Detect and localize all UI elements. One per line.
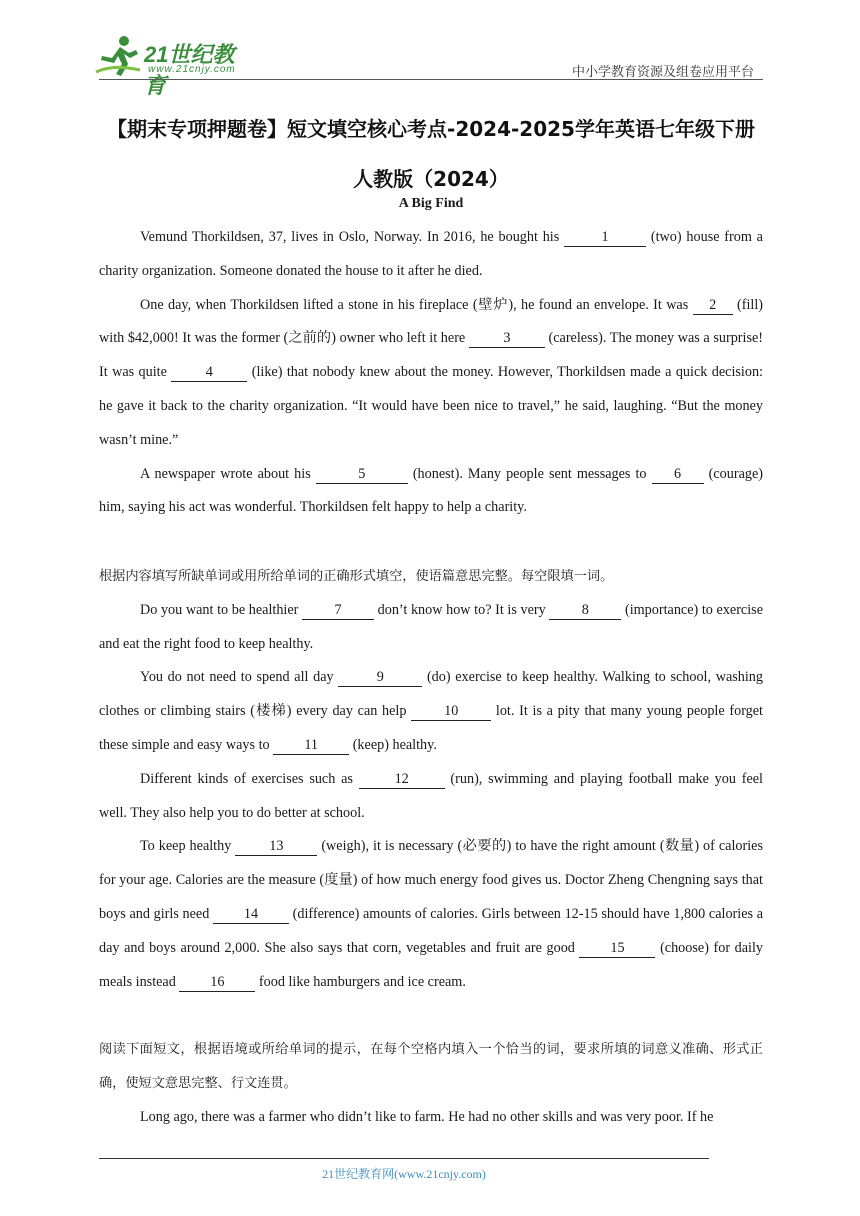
site-logo: [94, 34, 254, 98]
blank-15[interactable]: 15: [579, 939, 655, 958]
paragraph: Long ago, there was a farmer who didn’t like to farm. He had no other skills and was very poor. If he: [140, 1108, 714, 1125]
platform-name: 中小学教育资源及组卷应用平台: [571, 65, 754, 80]
passage-heading: A Big Find: [398, 196, 464, 211]
page-header: [0, 0, 860, 98]
header-divider: [99, 79, 763, 80]
blank-1[interactable]: 1: [564, 228, 646, 247]
passage-two: [99, 560, 763, 999]
blank-8[interactable]: 8: [549, 601, 621, 620]
paragraph: One day, when Thorkildsen lifted a stone in his fireplace (壁炉), he found an envelope. It was 2 (fill) with $42,000! It was the former (之前的) owner who left it here 3 (careless). The money was a surprise! It was quite 4 (like) that nobody knew about the money. However, Thorkildsen made a quick decision: he gave it back to the charity organization. “It would have been nice to travel,” he said, laughing. “But the money wasn’t mine.”: [99, 296, 764, 448]
blank-4[interactable]: 4: [171, 363, 247, 382]
logo-text: 21世纪教育: [144, 42, 235, 98]
blank-14[interactable]: 14: [213, 905, 289, 924]
passage-three: [99, 1033, 763, 1134]
paragraph: To keep healthy 13 (weigh), it is necessary (必要的) to have the right amount (数量) of calories for your age. Calories are the measure (度量) of how much energy food gives us. Doctor Zheng Chengning says that boys and girls need 14 (difference) amounts of calories. Girls between 12-15 should have 1,800 calories a day and boys around 2,000. She also says that corn, vegetables and fruit are good 15 (choose) for daily meals instead 16 food like hamburgers and ice cream.: [99, 838, 763, 990]
paragraph: You do not need to spend all day 9 (do) exercise to keep healthy. Walking to school, washing clothes or climbing stairs (楼梯) every day can help 10 lot. It is a pity that many young people forget these simple and easy ways to 11 (keep) healthy.: [99, 669, 763, 753]
blank-13[interactable]: 13: [235, 837, 317, 856]
logo-url: www.21cnjy.com: [148, 64, 236, 75]
document-title: 【期末专项押题卷】短文填空核心考点-2024-2025学年英语七年级下册人教版（2024）: [107, 117, 755, 191]
blank-10[interactable]: 10: [411, 702, 491, 721]
paragraph: A newspaper wrote about his 5 (honest). Many people sent messages to 6 (courage) him, saying his act was wonderful. Thorkildsen felt happy to help a charity.: [99, 465, 763, 516]
blank-12[interactable]: 12: [359, 770, 445, 789]
runner-logo-icon: [94, 34, 142, 78]
blank-2[interactable]: 2: [693, 296, 733, 315]
blank-5[interactable]: 5: [316, 465, 408, 484]
blank-9[interactable]: 9: [338, 668, 422, 687]
paragraph: Do you want to be healthier 7 don’t know how to? It is very 8 (importance) to exercise and eat the right food to keep healthy.: [99, 601, 763, 652]
blank-3[interactable]: 3: [469, 329, 545, 348]
blank-7[interactable]: 7: [302, 601, 374, 620]
blank-6[interactable]: 6: [652, 465, 704, 484]
blank-11[interactable]: 11: [273, 736, 349, 755]
passage-one: [99, 221, 763, 525]
footer-divider: [99, 1158, 709, 1159]
paragraph: Vemund Thorkildsen, 37, lives in Oslo, Norway. In 2016, he bought his 1 (two) house from a charity organization. Someone donated the house to it after he died.: [99, 229, 763, 279]
footer-link[interactable]: 21世纪教育网(www.21cnjy.com): [322, 1167, 486, 1181]
paragraph: Different kinds of exercises such as 12 (run), swimming and playing football make you feel well. They also help you to do better at school.: [99, 770, 763, 821]
blank-16[interactable]: 16: [179, 973, 255, 992]
instruction-text: 根据内容填写所缺单词或用所给单词的正确形式填空，使语篇意思完整。每空限填一词。: [99, 569, 614, 584]
instruction-text: 阅读下面短文，根据语境或所给单词的提示，在每个空格内填入一个恰当的词，要求所填的词意义准确、形式正确，使短文意思完整、行文连贯。: [99, 1042, 763, 1091]
